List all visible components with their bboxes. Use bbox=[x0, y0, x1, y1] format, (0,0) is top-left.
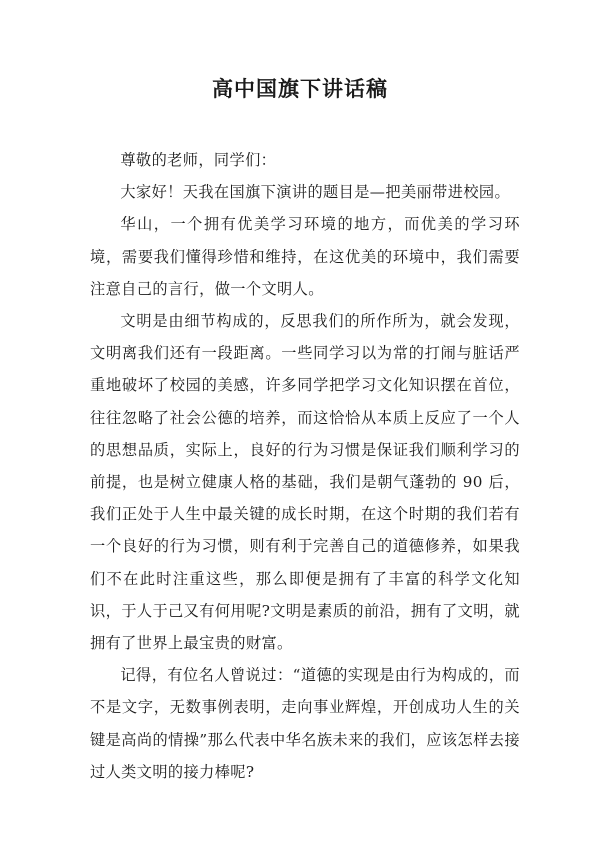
greeting-paragraph: 尊敬的老师，同学们： bbox=[120, 151, 277, 169]
paragraph-quote: 记得，有位名人曾说过：“道德的实现是由行为构成的，而不是文字，无数事例表明，走向事业辉煌，开创成功人生的关键是高尚的情操”那么代表中华名族未来的我们，应该怎样去接过人类文明的接力棒呢? bbox=[90, 666, 520, 781]
paragraph-civilization: 文明是由细节构成的，反思我们的所作所为，就会发现，文明离我们还有一段距离。一些同学习以为常的打闹与脏话严重地破坏了校园的美感，许多同学把学习文化知识摆在首位，往往忽略了社会公德的培养，而这恰恰从本质上反应了一个人的思想品质，实际上，良好的行为习惯是保证我们顺利学习的前提，也是树立健康人格的基础，我们是朝气蓬勃的 90 后，我们正处于人生中最关键的成长时期，在这个时期的我们若有一个良好的行为习惯，则有利于完善自己的道德修养，如果我们不在此时注重这些，那么即便是拥有了丰富的科学文化知识，于人于己又有何用呢?文明是素质的前沿，拥有了文明，就拥有了世界上最宝贵的财富。 bbox=[90, 312, 520, 653]
document-title: 高中国旗下讲话稿 bbox=[212, 77, 388, 101]
paragraph-huashan: 华山，一个拥有优美学习环境的地方，而优美的学习环境，需要我们懂得珍惜和维持，在这优美的环境中，我们需要注意自己的言行，做一个文明人。 bbox=[90, 215, 520, 298]
paragraph-intro: 大家好！天我在国旗下演讲的题目是—把美丽带进校园。 bbox=[120, 183, 511, 202]
document-body bbox=[90, 144, 520, 788]
